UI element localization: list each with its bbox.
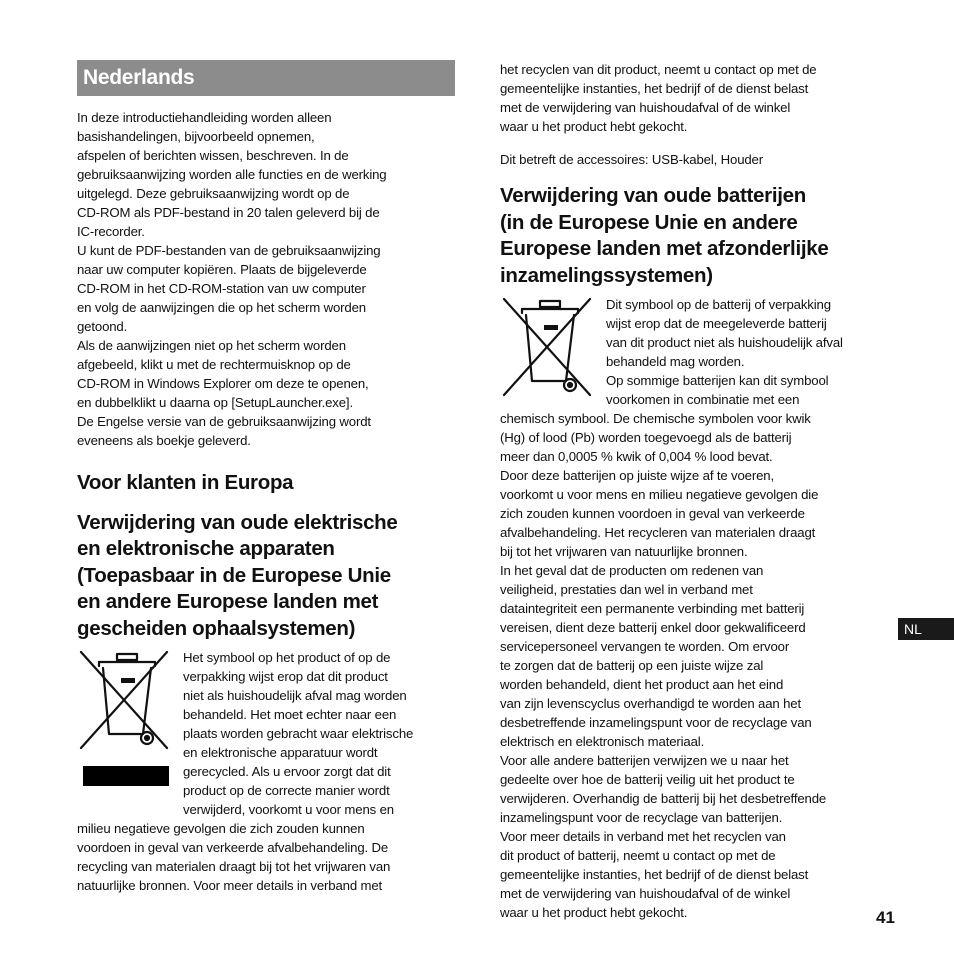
- text-line: worden behandeld, dient het product aan het eind: [500, 677, 784, 692]
- text-line: voorkomt u voor mens en milieu negatieve gevolgen die: [500, 487, 819, 502]
- text-line: IC-recorder.: [77, 224, 145, 239]
- intro-paragraph: [77, 108, 455, 450]
- weee-side-text: [183, 648, 455, 819]
- battery-symbol-box: [500, 295, 606, 399]
- text-line: Voor meer details in verband met het recyclen van: [500, 829, 786, 844]
- text-line: Als de aanwijzingen niet op het scherm worden: [77, 338, 346, 353]
- text-line: verpakking wijst erop dat dit product: [183, 669, 388, 684]
- text-line: (in de Europese Unie en andere: [500, 210, 798, 234]
- weee-continued-text: [77, 819, 455, 895]
- text-line: afvalbehandeling. Het recycleren van materialen draagt: [500, 525, 816, 540]
- text-line: product op de correcte manier wordt: [183, 783, 390, 798]
- text-line: getoond.: [77, 319, 128, 334]
- text-line: U kunt de PDF-bestanden van de gebruiksaanwijzing: [77, 243, 381, 258]
- text-line: waar u het product hebt gekocht.: [500, 905, 688, 920]
- text-line: dit product of batterij, neemt u contact op met de: [500, 848, 776, 863]
- text-line: meer dan 0,0005 % kwik of 0,004 % lood bevat.: [500, 449, 773, 464]
- text-line: Verwijdering van oude batterijen: [500, 184, 806, 207]
- text-line: zich zouden kunnen voordoen in geval van verkeerde: [500, 506, 805, 521]
- text-line: CD-ROM als PDF-bestand in 20 talen geleverd bij de: [77, 205, 380, 220]
- text-line: inzamelingspunt voor de recyclage van batterijen.: [500, 810, 783, 825]
- text-line: afgebeeld, klikt u met de rechtermuisknop op de: [77, 357, 351, 372]
- heading-batteries: [500, 183, 880, 289]
- text-line: De Engelse versie van de gebruiksaanwijzing wordt: [77, 414, 371, 429]
- battery-symbol-row: [500, 295, 880, 409]
- crossed-out-wheelie-bin-icon: [77, 648, 177, 752]
- text-line: (Toepasbaar in de Europese Unie: [77, 563, 391, 587]
- text-line: Door deze batterijen op juiste wijze af te voeren,: [500, 468, 774, 483]
- heading-weee: [77, 510, 455, 643]
- text-line: met de verwijdering van huishoudafval of de winkel: [500, 886, 791, 901]
- text-line: Dit symbool op de batterij of verpakking: [606, 297, 831, 312]
- text-line: en elektronische apparaten: [77, 537, 335, 560]
- language-tab-label: NL: [904, 621, 922, 637]
- recycling-continued-text: [500, 60, 880, 136]
- text-line: recycling van materialen draagt bij tot het vrijwaren van: [77, 859, 391, 874]
- text-line: verwijderd, voorkomt u voor mens en: [183, 802, 394, 817]
- text-line: afspelen of berichten wissen, beschreven. In de: [77, 148, 349, 163]
- text-line: behandeld mag worden.: [606, 354, 745, 369]
- text-line: uitgelegd. Deze gebruiksaanwijzing wordt op de: [77, 186, 350, 201]
- text-line: van dit product niet als huishoudelijk afval: [606, 335, 843, 350]
- text-line: gebruiksaanwijzing worden alle functies en de werking: [77, 167, 387, 182]
- text-line: voordoen in geval van verkeerde afvalbehandeling. De: [77, 840, 389, 855]
- text-line: het recyclen van dit product, neemt u contact op met de: [500, 62, 817, 77]
- text-line: veiligheid, prestaties dan wel in verband met: [500, 582, 753, 597]
- text-line: en andere Europese landen met: [77, 590, 379, 613]
- text-line: milieu negatieve gevolgen die zich zouden kunnen: [77, 821, 365, 836]
- text-line: Op sommige batterijen kan dit symbool: [606, 373, 829, 388]
- text-line: natuurlijke bronnen. Voor meer details in verband met: [77, 878, 383, 893]
- heading-customers: Voor klanten in Europa: [77, 471, 294, 494]
- text-line: Verwijdering van oude elektrische: [77, 510, 398, 534]
- text-line: basishandelingen, bijvoorbeeld opnemen,: [77, 129, 315, 144]
- text-line: naar uw computer kopiëren. Plaats de bijgeleverde: [77, 262, 367, 277]
- weee-symbol-row: [77, 648, 455, 819]
- text-line: en elektronische apparatuur wordt: [183, 745, 378, 760]
- text-line: Voor alle andere batterijen verwijzen we u naar het: [500, 753, 789, 768]
- text-line: gemeentelijke instanties, het bedrijf of de dienst belast: [500, 81, 809, 96]
- left-column: [77, 60, 455, 895]
- battery-side-text: [606, 295, 880, 409]
- battery-continued-text: [500, 409, 880, 922]
- text-line: met de verwijdering van huishoudafval of de winkel: [500, 100, 791, 115]
- black-bar: [83, 766, 169, 786]
- text-line: te zorgen dat de batterij op een juiste wijze zal: [500, 658, 764, 673]
- text-line: elektrisch en elektronisch materiaal.: [500, 734, 705, 749]
- language-tab: [898, 618, 954, 640]
- text-line: plaats worden gebracht waar elektrische: [183, 726, 414, 741]
- text-line: behandeld. Het moet echter naar een: [183, 707, 397, 722]
- text-line: In deze introductiehandleiding worden alleen: [77, 110, 332, 125]
- text-line: verwijderen. Overhandig de batterij bij het desbetreffende: [500, 791, 827, 806]
- text-line: (Hg) of lood (Pb) worden toegevoegd als de batterij: [500, 430, 792, 445]
- text-line: wijst erop dat de meegeleverde batterij: [606, 316, 827, 331]
- text-line: voorkomen in combinatie met een: [606, 392, 800, 407]
- text-line: servicepersoneel vervangen te worden. Om ervoor: [500, 639, 790, 654]
- text-line: waar u het product hebt gekocht.: [500, 119, 688, 134]
- text-line: In het geval dat de producten om redenen van: [500, 563, 764, 578]
- text-line: bij tot het vrijwaren van natuurlijke bronnen.: [500, 544, 748, 559]
- section-title: Nederlands: [83, 66, 195, 89]
- text-line: gemeentelijke instanties, het bedrijf of de dienst belast: [500, 867, 809, 882]
- text-line: desbetreffende inzamelingspunt voor de recyclage van: [500, 715, 812, 730]
- text-line: en volg de aanwijzingen die op het scherm worden: [77, 300, 366, 315]
- text-line: CD-ROM in Windows Explorer om deze te openen,: [77, 376, 369, 391]
- page-number: 41: [876, 908, 895, 927]
- text-line: Het symbool op het product of op de: [183, 650, 391, 665]
- section-title-bar: [77, 60, 455, 96]
- text-line: dataintegriteit een permanente verbinding met batterij: [500, 601, 805, 616]
- crossed-out-wheelie-bin-icon: [500, 295, 600, 399]
- text-line: gerecycled. Als u ervoor zorgt dat dit: [183, 764, 391, 779]
- text-line: gescheiden ophaalsystemen): [77, 616, 356, 640]
- text-line: Europese landen met afzonderlijke: [500, 237, 829, 260]
- text-line: niet als huishoudelijk afval mag worden: [183, 688, 407, 703]
- weee-symbol-box: [77, 648, 183, 786]
- right-column: [500, 60, 880, 922]
- text-line: inzamelingssystemen): [500, 263, 713, 287]
- text-line: chemisch symbool. De chemische symbolen voor kwik: [500, 411, 811, 426]
- text-line: gedeelte over hoe de batterij veilig uit het product te: [500, 772, 795, 787]
- text-line: en dubbelklikt u daarna op [SetupLauncher.exe].: [77, 395, 353, 410]
- text-line: van zijn levenscyclus overhandigd te worden aan het: [500, 696, 801, 711]
- accessories-text: Dit betreft de accessoires: USB-kabel, Houder: [500, 152, 763, 167]
- text-line: eveneens als boekje geleverd.: [77, 433, 251, 448]
- text-line: CD-ROM in het CD-ROM-station van uw computer: [77, 281, 366, 296]
- text-line: vereisen, dient deze batterij enkel door gekwalificeerd: [500, 620, 806, 635]
